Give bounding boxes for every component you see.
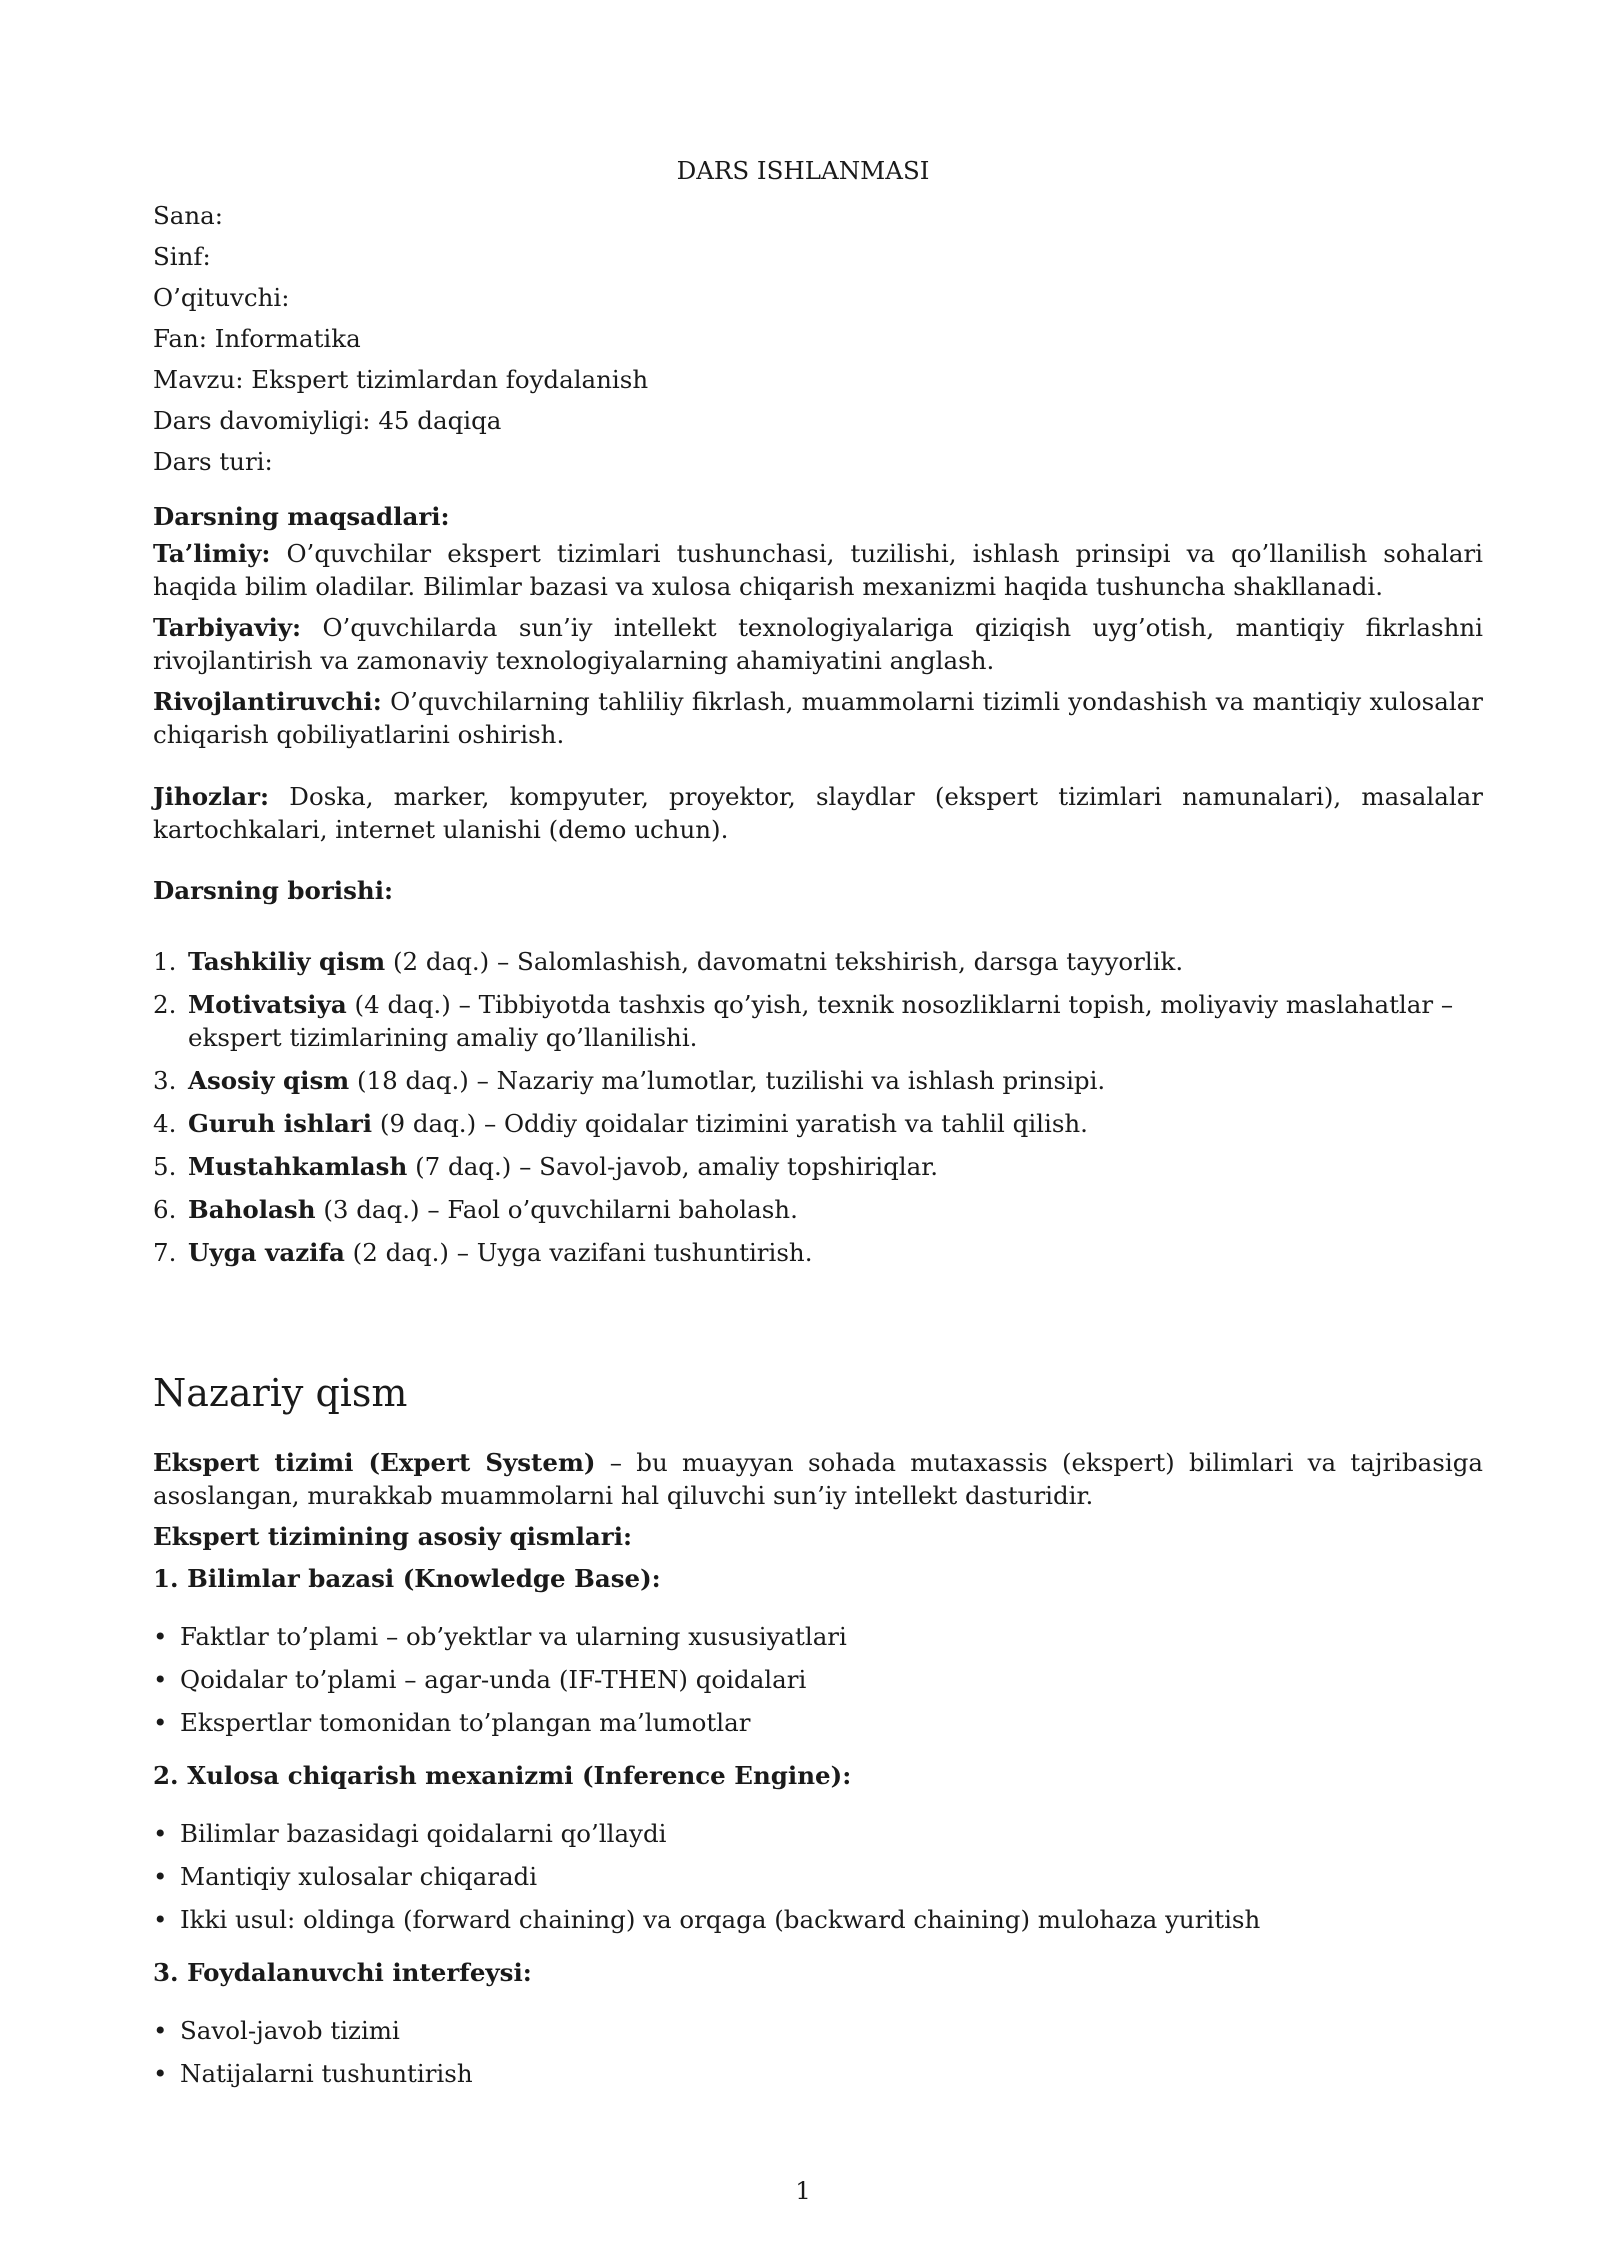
list-item xyxy=(153,1706,1483,1739)
definition-text: – bu muayyan sohada mutaxassis (ekspert) bilimlari va tajribasiga asoslangan, murakkab muammolarni hal qiluvchi sun’iy intellekt dasturidir. xyxy=(153,1448,1483,1510)
bullet-icon: • xyxy=(153,1862,168,1891)
goal-label: Tarbiyaviy: xyxy=(153,613,302,642)
step-text: (18 daq.) – Nazariy ma’lumotlar, tuzilishi va ishlash prinsipi. xyxy=(349,1066,1106,1095)
meta-teacher: O’qituvchi: xyxy=(153,283,290,312)
definition-term: Ekspert tizimi (Expert System) xyxy=(153,1448,596,1477)
meta-topic: Mavzu: Ekspert tizimlardan foydalanish xyxy=(153,365,649,394)
step-name: Motivatsiya xyxy=(188,990,347,1019)
list-item xyxy=(153,1860,1483,1893)
bullet-icon: • xyxy=(153,2059,168,2088)
part-title: 1. Bilimlar bazasi (Knowledge Base): xyxy=(153,1564,661,1593)
step-text: (2 daq.) – Uyga vazifani tushuntirish. xyxy=(344,1238,813,1267)
part-title: 3. Foydalanuvchi interfeysi: xyxy=(153,1958,532,1987)
list-item xyxy=(153,988,1483,1054)
equipment-section xyxy=(153,780,1483,854)
part-bullets xyxy=(153,1620,1483,1739)
parts-heading: Ekspert tizimining asosiy qismlari: xyxy=(153,1522,633,1551)
list-item xyxy=(153,1817,1483,1850)
step-name: Asosiy qism xyxy=(188,1066,350,1095)
step-text: (2 daq.) – Salomlashish, davomatni tekshirish, darsga tayyorlik. xyxy=(385,947,1184,976)
meta-lesson-type: Dars turi: xyxy=(153,447,273,476)
bullet-icon: • xyxy=(153,2016,168,2045)
goal-text: O’quvchilar ekspert tizimlari tushunchasi, tuzilishi, ishlash prinsipi va qo’llanilish sohalari haqida bilim oladilar. Bilimlar bazasi va xulosa chiqarish mexanizmi haqida tushuncha shakllanadi. xyxy=(153,539,1483,601)
meta-class: Sinf: xyxy=(153,242,211,271)
bullet-text: Ekspertlar tomonidan to’plangan ma’lumotlar xyxy=(180,1708,751,1737)
meta-date: Sana: xyxy=(153,201,224,230)
list-item xyxy=(153,2057,1483,2090)
goals-section xyxy=(153,500,1483,759)
part-bullets xyxy=(153,1817,1483,1936)
page-number: 1 xyxy=(795,2176,811,2205)
bullet-text: Mantiqiy xulosalar chiqaradi xyxy=(180,1862,538,1891)
list-item xyxy=(153,1064,1483,1097)
goal-label: Rivojlantiruvchi: xyxy=(153,687,382,716)
bullet-icon: • xyxy=(153,1665,168,1694)
goal-text: O’quvchilarning tahliliy fikrlash, muammolarni tizimli yondashish va mantiqiy xulosalar chiqarish qobiliyatlarini oshirish. xyxy=(153,687,1483,749)
list-item xyxy=(153,945,1483,978)
step-text: (9 daq.) – Oddiy qoidalar tizimini yaratish va tahlil qilish. xyxy=(372,1109,1088,1138)
step-name: Baholash xyxy=(188,1195,316,1224)
step-number: 4. xyxy=(153,1109,177,1138)
goal-text: O’quvchilarda sun’iy intellekt texnologiyalariga qiziqish uyg’otish, mantiqiy fikrlashni rivojlantirish va zamonaviy texnologiyalarning ahamiyatini anglash. xyxy=(153,613,1483,675)
bullet-icon: • xyxy=(153,1905,168,1934)
list-item xyxy=(153,2014,1483,2047)
meta-duration: Dars davomiyligi: 45 daqiqa xyxy=(153,406,502,435)
list-item xyxy=(153,1193,1483,1226)
theory-section xyxy=(153,1446,1483,2100)
step-name: Mustahkamlash xyxy=(188,1152,408,1181)
step-text: (7 daq.) – Savol-javob, amaliy topshiriqlar. xyxy=(407,1152,939,1181)
bullet-text: Ikki usul: oldinga (forward chaining) va orqaga (backward chaining) mulohaza yuritish xyxy=(180,1905,1261,1934)
goal-educational xyxy=(153,537,1483,603)
list-item xyxy=(153,1903,1483,1936)
document-title: DARS ISHLANMASI xyxy=(676,156,930,185)
goal-label: Ta’limiy: xyxy=(153,539,271,568)
list-item xyxy=(153,1107,1483,1140)
step-number: 3. xyxy=(153,1066,177,1095)
part-title: 2. Xulosa chiqarish mexanizmi (Inference Engine): xyxy=(153,1761,852,1790)
section-heading: Nazariy qism xyxy=(153,1371,408,1415)
lesson-meta xyxy=(153,195,648,482)
list-item xyxy=(153,1236,1483,1269)
bullet-icon: • xyxy=(153,1708,168,1737)
bullet-icon: • xyxy=(153,1819,168,1848)
equipment-label: Jihozlar: xyxy=(153,782,270,811)
step-name: Uyga vazifa xyxy=(188,1238,345,1267)
lesson-steps xyxy=(153,945,1483,1279)
bullet-icon: • xyxy=(153,1622,168,1651)
step-name: Guruh ishlari xyxy=(188,1109,373,1138)
list-item xyxy=(153,1150,1483,1183)
step-number: 2. xyxy=(153,990,177,1019)
bullet-text: Faktlar to’plami – ob’yektlar va ularning xususiyatlari xyxy=(180,1622,847,1651)
goals-heading: Darsning maqsadlari: xyxy=(153,502,450,531)
goal-developmental xyxy=(153,685,1483,751)
step-text: (4 daq.) – Tibbiyotda tashxis qo’yish, texnik nosozliklarni topish, moliyaviy maslahatlar – ekspert tizimlarining amaliy qo’llanilishi. xyxy=(188,990,1454,1052)
equipment-text: Doska, marker, kompyuter, proyektor, slaydlar (ekspert tizimlari namunalari), masalalar kartochkalari, internet ulanishi (demo uchun). xyxy=(153,782,1483,844)
step-number: 7. xyxy=(153,1238,177,1267)
bullet-text: Qoidalar to’plami – agar-unda (IF-THEN) qoidalari xyxy=(180,1665,807,1694)
step-number: 5. xyxy=(153,1152,177,1181)
flow-heading: Darsning borishi: xyxy=(153,876,394,905)
list-item xyxy=(153,1663,1483,1696)
bullet-text: Savol-javob tizimi xyxy=(180,2016,400,2045)
goal-upbringing xyxy=(153,611,1483,677)
bullet-text: Bilimlar bazasidagi qoidalarni qo’llaydi xyxy=(180,1819,667,1848)
bullet-text: Natijalarni tushuntirish xyxy=(180,2059,473,2088)
list-item xyxy=(153,1620,1483,1653)
part-bullets xyxy=(153,2014,1483,2090)
step-number: 6. xyxy=(153,1195,177,1224)
step-number: 1. xyxy=(153,947,177,976)
definition xyxy=(153,1446,1483,1512)
step-name: Tashkiliy qism xyxy=(188,947,386,976)
step-text: (3 daq.) – Faol o’quvchilarni baholash. xyxy=(315,1195,798,1224)
meta-subject: Fan: Informatika xyxy=(153,324,361,353)
